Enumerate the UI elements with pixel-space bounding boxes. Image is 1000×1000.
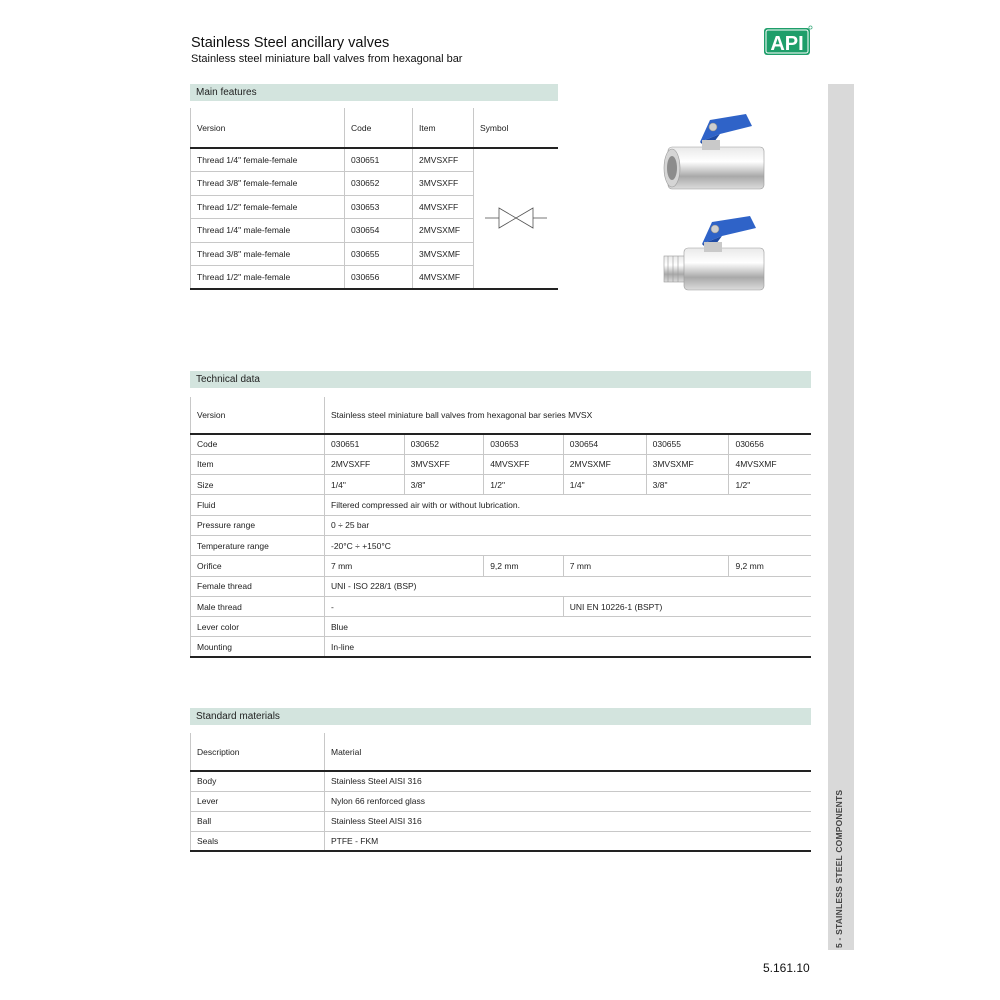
- svg-text:API: API: [770, 33, 804, 55]
- cell: 030655: [646, 434, 729, 454]
- row-label: Fluid: [191, 495, 325, 515]
- cell: UNI - ISO 228/1 (BSP): [325, 576, 812, 596]
- table-row: [191, 535, 812, 555]
- cell: -20°C ÷ +150°C: [325, 535, 812, 555]
- table-row: [191, 475, 812, 495]
- row-label: Pressure range: [191, 515, 325, 535]
- technical-data-table: [190, 397, 811, 658]
- row-label: Orifice: [191, 556, 325, 576]
- table-row: [191, 771, 812, 791]
- cell: Thread 3/8" male-female: [191, 242, 345, 266]
- cell: 030651: [325, 434, 405, 454]
- valve-male-female-photo: [660, 212, 770, 302]
- table-row: [191, 434, 812, 454]
- cell: Blue: [325, 617, 812, 637]
- cell: Ball: [191, 811, 325, 831]
- cell: Filtered compressed air with or without lubrication.: [325, 495, 812, 515]
- cell: 2MVSXMF: [563, 454, 646, 474]
- technical-data-header: Technical data: [190, 371, 811, 388]
- cell: Thread 1/2" female-female: [191, 195, 345, 219]
- cell: 3MVSXMF: [413, 242, 474, 266]
- table-row: [191, 811, 812, 831]
- row-label: Item: [191, 454, 325, 474]
- table-row: [191, 556, 812, 576]
- table-row: [191, 617, 812, 637]
- table-row: [191, 791, 812, 811]
- table-row: [191, 637, 812, 657]
- cell: 030656: [345, 266, 413, 290]
- column-header: Material: [325, 733, 812, 771]
- table-row: [191, 576, 812, 596]
- cell: 030652: [404, 434, 484, 454]
- cell: -: [325, 596, 564, 616]
- table-row: [191, 831, 812, 851]
- cell: 1/4": [563, 475, 646, 495]
- standard-materials-table: [190, 733, 811, 852]
- cell: Stainless Steel AISI 316: [325, 811, 812, 831]
- column-header: Version: [191, 108, 345, 148]
- cell: 030653: [484, 434, 564, 454]
- cell: 030651: [345, 148, 413, 172]
- cell: 2MVSXMF: [413, 219, 474, 243]
- cell: 1/2": [729, 475, 811, 495]
- cell: Stainless steel miniature ball valves from hexagonal bar series MVSX: [325, 397, 812, 434]
- row-label: Code: [191, 434, 325, 454]
- column-header: Symbol: [474, 108, 559, 148]
- cell: 030654: [345, 219, 413, 243]
- cell: UNI EN 10226-1 (BSPT): [563, 596, 811, 616]
- cell: Thread 1/4" male-female: [191, 219, 345, 243]
- table-row: [191, 454, 812, 474]
- cell: 1/2": [484, 475, 564, 495]
- table-row: [191, 397, 812, 434]
- valve-female-female-photo: [660, 112, 770, 202]
- cell: 4MVSXMF: [729, 454, 811, 474]
- row-label: Version: [191, 397, 325, 434]
- page-subtitle: Stainless steel miniature ball valves from hexagonal bar: [191, 53, 463, 65]
- cell: 030656: [729, 434, 811, 454]
- cell: 4MVSXMF: [413, 266, 474, 290]
- cell: 3/8": [404, 475, 484, 495]
- cell: 0 ÷ 25 bar: [325, 515, 812, 535]
- api-logo: [763, 25, 813, 57]
- cell: PTFE - FKM: [325, 831, 812, 851]
- table-header-row: [191, 733, 812, 771]
- table-header-row: [191, 108, 559, 148]
- row-label: Temperature range: [191, 535, 325, 555]
- cell: Stainless Steel AISI 316: [325, 771, 812, 791]
- cell: 7 mm: [325, 556, 484, 576]
- cell: 3MVSXFF: [404, 454, 484, 474]
- cell: Lever: [191, 791, 325, 811]
- cell: 030655: [345, 242, 413, 266]
- cell: 2MVSXFF: [325, 454, 405, 474]
- column-header: Code: [345, 108, 413, 148]
- cell: 9,2 mm: [484, 556, 564, 576]
- cell: 3/8": [646, 475, 729, 495]
- row-label: Mounting: [191, 637, 325, 657]
- cell: Body: [191, 771, 325, 791]
- table-row: [191, 495, 812, 515]
- ball-valve-symbol-icon: [481, 203, 551, 233]
- cell: 1/4": [325, 475, 405, 495]
- cell: Seals: [191, 831, 325, 851]
- row-label: Size: [191, 475, 325, 495]
- column-header: Item: [413, 108, 474, 148]
- cell: In-line: [325, 637, 812, 657]
- cell: Thread 3/8" female-female: [191, 172, 345, 196]
- table-row: [191, 596, 812, 616]
- table-row: [191, 148, 559, 172]
- row-label: Female thread: [191, 576, 325, 596]
- cell: 4MVSXFF: [484, 454, 564, 474]
- cell: Thread 1/2" male-female: [191, 266, 345, 290]
- main-features-table: [190, 108, 558, 290]
- row-label: Lever color: [191, 617, 325, 637]
- cell: 9,2 mm: [729, 556, 811, 576]
- column-header: Description: [191, 733, 325, 771]
- row-label: Male thread: [191, 596, 325, 616]
- table-row: [191, 515, 812, 535]
- cell: 030653: [345, 195, 413, 219]
- cell: 3MVSXFF: [413, 172, 474, 196]
- cell: 4MVSXFF: [413, 195, 474, 219]
- cell: 030652: [345, 172, 413, 196]
- cell: 3MVSXMF: [646, 454, 729, 474]
- page-number: 5.161.10: [763, 961, 810, 975]
- main-features-header: Main features: [190, 84, 558, 101]
- side-section-label: 5 - STAINLESS STEEL COMPONENTS: [834, 789, 844, 948]
- standard-materials-header: Standard materials: [190, 708, 811, 725]
- page-title: Stainless Steel ancillary valves: [191, 35, 390, 51]
- cell: Nylon 66 renforced glass: [325, 791, 812, 811]
- cell: 7 mm: [563, 556, 729, 576]
- cell: Thread 1/4" female-female: [191, 148, 345, 172]
- cell: 2MVSXFF: [413, 148, 474, 172]
- valve-symbol-cell: [474, 148, 559, 289]
- cell: 030654: [563, 434, 646, 454]
